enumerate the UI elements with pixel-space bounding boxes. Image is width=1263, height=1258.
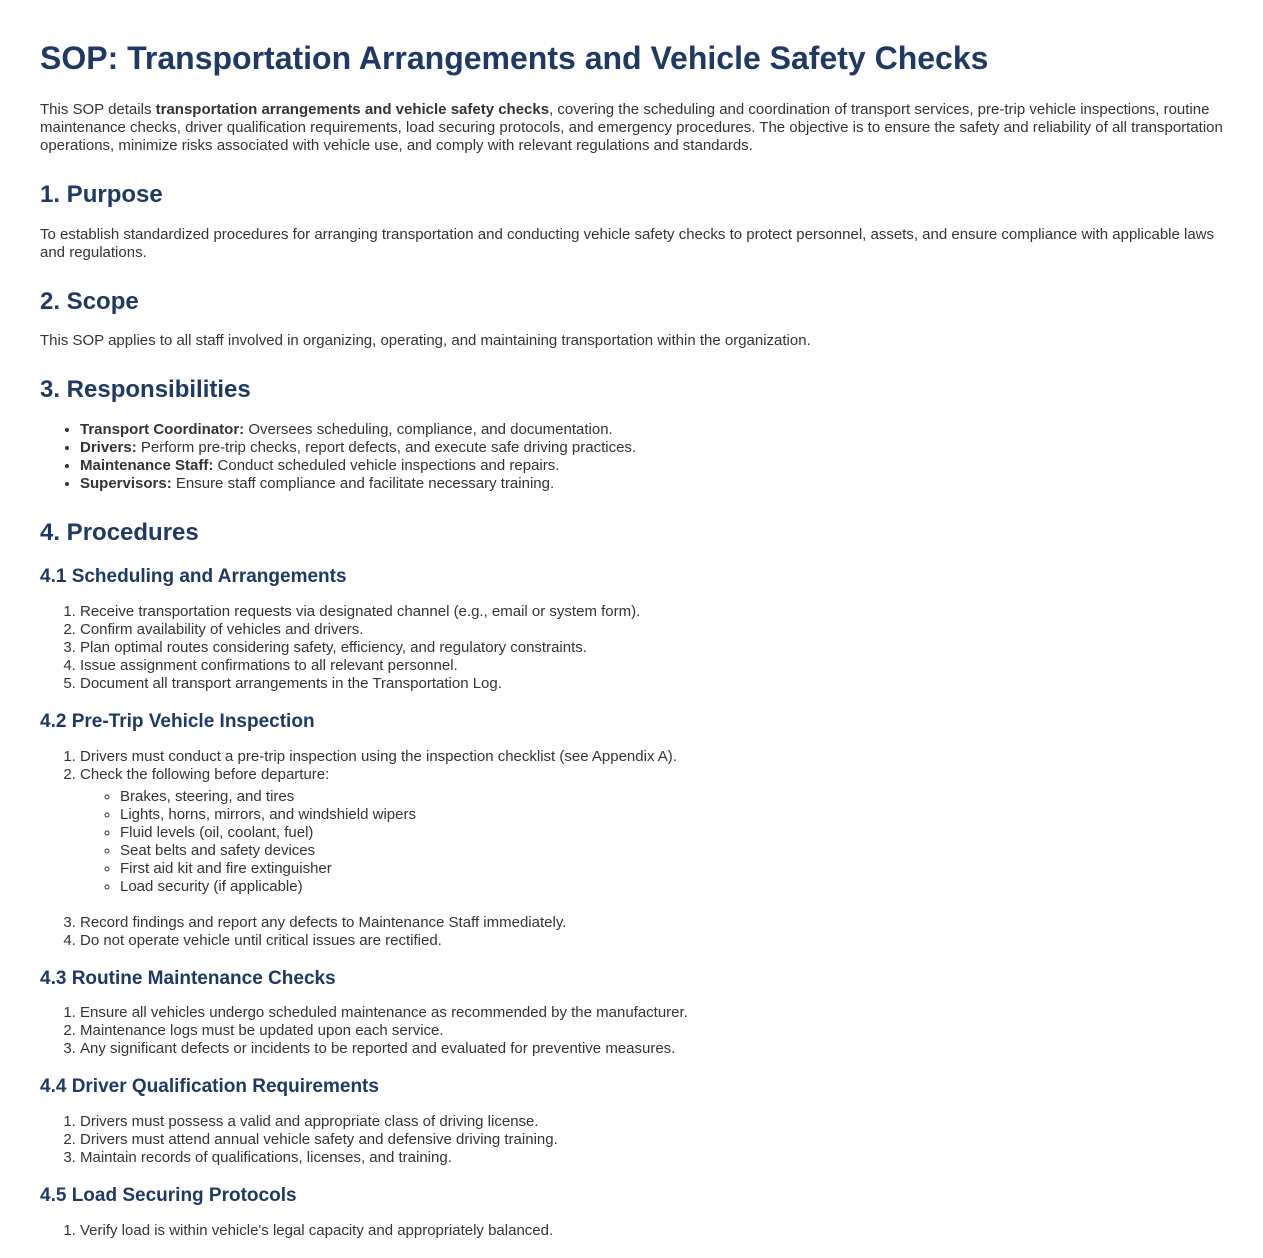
list-item: 3. Maintain records of qualifications, licenses, and training. bbox=[80, 1149, 1223, 1167]
responsibilities-list bbox=[40, 421, 1223, 493]
list-item: 1. Ensure all vehicles undergo scheduled maintenance as recommended by the manufacturer. bbox=[80, 1004, 1223, 1022]
list-item: ◦ Seat belts and safety devices bbox=[120, 842, 1223, 860]
role-description: Oversees scheduling, compliance, and documentation. bbox=[248, 421, 613, 439]
list-item bbox=[80, 766, 1223, 896]
intro-paragraph bbox=[40, 101, 1223, 155]
list-item: 5. Document all transport arrangements in the Transportation Log. bbox=[80, 675, 1223, 693]
list-item: 2. Confirm availability of vehicles and drivers. bbox=[80, 621, 1223, 639]
list-item bbox=[80, 439, 1223, 457]
role-label: Maintenance Staff: bbox=[80, 457, 214, 475]
role-label: Supervisors: bbox=[80, 475, 172, 493]
role-description: Perform pre-trip checks, report defects, and execute safe driving practices. bbox=[140, 439, 637, 457]
role-description: Conduct scheduled vehicle inspections and repairs. bbox=[217, 457, 560, 475]
intro-text-post: , covering the scheduling and coordination of transport services, pre-trip vehicle inspections, routine maintenance checks, driver qualification requirements, load securing protocols, and emergency procedures. The objective is to ensure the safety and reliability of all transportation operations, minimize risks associated with vehicle use, and comply with relevant regulations and standards. bbox=[40, 100, 1223, 154]
driver-qualification-steps-list bbox=[40, 1113, 1223, 1167]
scope-paragraph: This SOP applies to all staff involved in organizing, operating, and maintaining transportation within the organization. bbox=[40, 332, 811, 350]
subsection-heading-driver-qualification: 4.4 Driver Qualification Requirements bbox=[40, 1076, 379, 1098]
pretrip-steps-list bbox=[40, 748, 1223, 950]
role-label: Drivers: bbox=[80, 439, 137, 457]
section-heading-scope: 2. Scope bbox=[40, 287, 139, 315]
list-item: ◦ Lights, horns, mirrors, and windshield wipers bbox=[120, 806, 1223, 824]
section-heading-responsibilities: 3. Responsibilities bbox=[40, 376, 251, 404]
list-item bbox=[80, 457, 1223, 475]
list-item: 2. Maintenance logs must be updated upon each service. bbox=[80, 1022, 1223, 1040]
list-item bbox=[80, 475, 1223, 493]
list-item: 3. Plan optimal routes considering safety, efficiency, and regulatory constraints. bbox=[80, 639, 1223, 657]
list-item: 4. Do not operate vehicle until critical issues are rectified. bbox=[80, 932, 1223, 950]
subsection-heading-maintenance: 4.3 Routine Maintenance Checks bbox=[40, 967, 336, 989]
role-label: Transport Coordinator: bbox=[80, 421, 245, 439]
intro-text-pre: This SOP details bbox=[40, 100, 156, 118]
list-item bbox=[80, 421, 1223, 439]
role-description: Ensure staff compliance and facilitate necessary training. bbox=[175, 475, 555, 493]
list-item: 1. Verify load is within vehicle's legal capacity and appropriately balanced. bbox=[80, 1222, 1223, 1240]
list-item: 4. Issue assignment confirmations to all relevant personnel. bbox=[80, 657, 1223, 675]
subsection-heading-load-securing: 4.5 Load Securing Protocols bbox=[40, 1185, 297, 1207]
list-item: 2. Drivers must attend annual vehicle safety and defensive driving training. bbox=[80, 1131, 1223, 1149]
list-item: 3. Record findings and report any defects to Maintenance Staff immediately. bbox=[80, 914, 1223, 932]
maintenance-steps-list bbox=[40, 1004, 1223, 1058]
list-item: ◦ Brakes, steering, and tires bbox=[120, 788, 1223, 806]
scheduling-steps-list bbox=[40, 603, 1223, 693]
list-item: 1. Drivers must possess a valid and appropriate class of driving license. bbox=[80, 1113, 1223, 1131]
pretrip-checklist bbox=[80, 788, 1223, 896]
sop-document bbox=[40, 40, 1223, 1240]
section-heading-procedures: 4. Procedures bbox=[40, 519, 199, 547]
page-title: SOP: Transportation Arrangements and Vehicle Safety Checks bbox=[40, 40, 989, 76]
checklist-intro: Check the following before departure: bbox=[80, 765, 330, 783]
purpose-paragraph: To establish standardized procedures for arranging transportation and conducting vehicle safety checks to protect personnel, assets, and ensure compliance with applicable laws and regulations. bbox=[40, 225, 1215, 261]
list-item: ◦ Fluid levels (oil, coolant, fuel) bbox=[120, 824, 1223, 842]
list-item: 1. Receive transportation requests via designated channel (e.g., email or system form). bbox=[80, 603, 1223, 621]
list-item: ◦ Load security (if applicable) bbox=[120, 878, 1223, 896]
list-item: 1. Drivers must conduct a pre-trip inspection using the inspection checklist (see Appendix A). bbox=[80, 748, 1223, 766]
intro-text-bold: transportation arrangements and vehicle safety checks bbox=[155, 100, 550, 118]
subsection-heading-pretrip: 4.2 Pre-Trip Vehicle Inspection bbox=[40, 710, 315, 732]
load-securing-steps-list bbox=[40, 1222, 1223, 1240]
subsection-heading-scheduling: 4.1 Scheduling and Arrangements bbox=[40, 565, 347, 587]
section-heading-purpose: 1. Purpose bbox=[40, 180, 163, 208]
list-item: ◦ First aid kit and fire extinguisher bbox=[120, 860, 1223, 878]
list-item: 3. Any significant defects or incidents to be reported and evaluated for preventive measures. bbox=[80, 1040, 1223, 1058]
